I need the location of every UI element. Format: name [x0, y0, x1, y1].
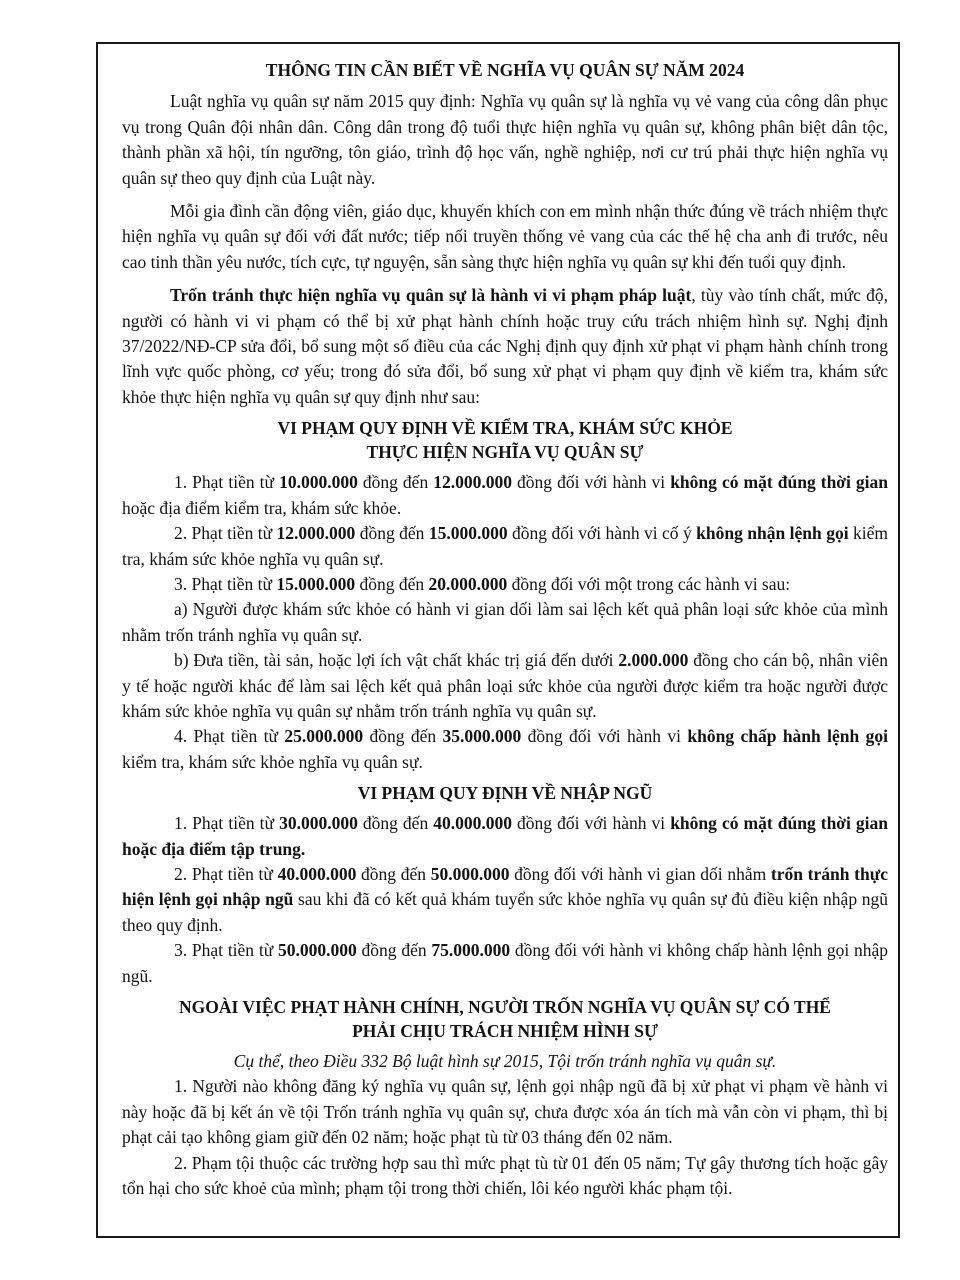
section-3-item-2: 2. Phạm tội thuộc các trường hợp sau thì mức phạt tù từ 01 đến 05 năm; Tự gây thương tích hoặc gây tổn hại cho sức khoẻ của mình; phạm tội trong thời chiến, lôi kéo người khác phạm tội. [122, 1152, 888, 1199]
amount: 30.000.000 [279, 813, 358, 834]
text: đồng đối với hành vi [512, 813, 671, 834]
section-3-item-1: 1. Người nào không đăng ký nghĩa vụ quân sự, lệnh gọi nhập ngũ đã bị xử phạt vi phạm về hành vi này hoặc đã bị kết án về tội Trốn tránh nghĩa vụ quân sự, chưa được xóa án tích mà vẫn còn vi phạm, thì bị phạt cải tạo không giam giữ đến 02 năm; hoặc phạt tù từ 03 tháng đến 02 năm. [122, 1076, 888, 1148]
section-3-heading-line-1: NGOÀI VIỆC PHẠT HÀNH CHÍNH, NGƯỜI TRỐN NGHĨA VỤ QUÂN SỰ CÓ THỂ [179, 997, 831, 1017]
text: kiểm tra, khám sức khỏe nghĩa vụ quân sự. [122, 751, 423, 772]
emphasis: không nhận lệnh gọi [696, 523, 849, 544]
amount: 50.000.000 [430, 863, 510, 884]
intro-paragraph-3-emphasis: Trốn tránh thực hiện nghĩa vụ quân sự là hành vi vi phạm pháp luật [170, 285, 692, 306]
amount: 10.000.000 [279, 472, 358, 493]
section-2-item-1 [122, 811, 888, 862]
section-2-item-3 [122, 938, 888, 989]
amount: 2.000.000 [618, 650, 689, 671]
amount: 25.000.000 [284, 726, 364, 747]
text: b) Đưa tiền, tài sản, hoặc lợi ích vật chất khác trị giá đến dưới [174, 650, 619, 671]
intro-paragraph-3 [122, 283, 888, 410]
section-1-heading-line-2: THỰC HIỆN NGHĨA VỤ QUÂN SỰ [366, 442, 644, 463]
text: đồng đến [363, 726, 443, 747]
text: đồng đối với hành vi cố ý [507, 523, 697, 544]
text: đồng đến [357, 813, 434, 834]
section-1-item-2 [122, 521, 888, 572]
amount: 12.000.000 [433, 472, 512, 493]
text: đồng đối với một trong các hành vi sau: [507, 573, 791, 594]
section-1-item-3 [122, 572, 888, 597]
text: đồng cho cán bộ, nhân viên y tế hoặc người khác để làm sai lệch kết quả phân loại sức khỏe của người được kiểm tra hoặc người được khám sức khỏe nghĩa vụ quân sự nhằm trốn tránh nghĩa vụ quân sự. [122, 650, 889, 721]
section-2-heading: VI PHẠM QUY ĐỊNH VỀ NHẬP NGŨ [357, 783, 653, 804]
text: sau khi đã có kết quả khám tuyển sức khỏe nghĩa vụ quân sự đủ điều kiện nhập ngũ theo quy định. [122, 889, 888, 935]
text: 1. Phạt tiền từ [174, 813, 280, 834]
intro-paragraph-2: Mỗi gia đình cần động viên, giáo dục, khuyến khích con em mình nhận thức đúng về trách nhiệm thực hiện nghĩa vụ quân sự đối với đất nước; tiếp nối truyền thống vẻ vang của các thế hệ cha anh đi trước, nêu cao tinh thần yêu nước, tích cực, tự nguyện, sẵn sàng thực hiện nghĩa vụ quân sự khi đến tuổi quy định. [122, 201, 888, 272]
text: đồng đến [356, 863, 431, 884]
text: 2. Phạt tiền từ [174, 523, 277, 544]
amount: 12.000.000 [276, 523, 356, 544]
amount: 50.000.000 [278, 940, 357, 961]
emphasis: không có mặt đúng thời gian hoặc địa điểm tập trung. [122, 813, 889, 859]
amount: 15.000.000 [428, 523, 508, 544]
section-1-heading-line-1: VI PHẠM QUY ĐỊNH VỀ KIỂM TRA, KHÁM SỨC KHỎE [277, 418, 733, 439]
document-body [122, 56, 888, 1201]
amount: 15.000.000 [276, 573, 356, 594]
section-1-item-4 [122, 724, 888, 775]
amount: 75.000.000 [431, 940, 511, 961]
emphasis: không có mặt đúng thời gian [670, 472, 889, 493]
intro-paragraph-1: Luật nghĩa vụ quân sự năm 2015 quy định: Nghĩa vụ quân sự là nghĩa vụ vẻ vang của công dân phục vụ trong Quân đội nhân dân. Công dân trong độ tuổi thực hiện nghĩa vụ quân sự, không phân biệt dân tộc, thành phần xã hội, tín ngưỡng, tôn giáo, trình độ học vấn, nghề nghiệp, nơi cư trú phải thực hiện nghĩa vụ quân sự theo quy định của Luật này. [122, 91, 888, 188]
emphasis: trốn tránh thực hiện lệnh gọi nhập ngũ [122, 863, 888, 910]
section-1-item-3b [122, 648, 888, 724]
text: đồng đối với hành vi không chấp hành lệnh gọi nhập ngũ. [122, 940, 888, 986]
amount: 40.000.000 [433, 813, 512, 834]
text: kiểm tra, khám sức khỏe nghĩa vụ quân sự. [122, 523, 888, 569]
text: đồng đối với hành vi [521, 726, 688, 747]
section-2-item-2 [122, 862, 888, 938]
text: đồng đến [357, 472, 434, 493]
section-3-subtitle: Cụ thể, theo Điều 332 Bộ luật hình sự 2015, Tội trốn tránh nghĩa vụ quân sự. [233, 1051, 777, 1071]
text: hoặc địa điểm kiểm tra, khám sức khỏe. [122, 497, 402, 518]
text: đồng đối với hành vi gian dối nhằm [509, 863, 771, 884]
text: 2. Phạt tiền từ [174, 863, 278, 884]
text: 3. Phạt tiền từ [174, 940, 278, 961]
document-title: THÔNG TIN CẦN BIẾT VỀ NGHĨA VỤ QUÂN SỰ NĂM 2024 [265, 60, 745, 80]
emphasis: không chấp hành lệnh gọi [687, 726, 888, 747]
text: 1. Phạt tiền từ [174, 472, 280, 493]
text: đồng đến [355, 573, 429, 594]
text: 3. Phạt tiền từ [174, 573, 277, 594]
section-3-heading [122, 995, 888, 1043]
amount: 35.000.000 [442, 726, 522, 747]
text: đồng đến [355, 523, 429, 544]
section-1-heading [122, 416, 888, 464]
section-1-item-1 [122, 470, 888, 521]
text: 4. Phạt tiền từ [174, 726, 285, 747]
intro-paragraph-3-text: , tùy vào tính chất, mức độ, người có hành vi vi phạm có thể bị xử phạt hành chính hoặc truy cứu trách nhiệm hình sự. Nghị định 37/2022/NĐ-CP sửa đổi, bổ sung một số điều của các Nghị định quy định xử phạt vi phạm hành chính trong lĩnh vực quốc phòng, cơ yếu; trong đó sửa đổi, bổ sung xử phạt vi phạm quy định về kiểm tra, khám sức khỏe thực hiện nghĩa vụ quân sự quy định như sau: [122, 285, 888, 407]
section-3-heading-line-2: PHẢI CHỊU TRÁCH NHIỆM HÌNH SỰ [352, 1021, 658, 1041]
text: đồng đối với hành vi [512, 472, 671, 493]
amount: 40.000.000 [277, 863, 357, 884]
section-1-item-3a: a) Người được khám sức khỏe có hành vi gian dối làm sai lệch kết quả phân loại sức khỏe của mình nhằm trốn tránh nghĩa vụ quân sự. [122, 599, 888, 645]
amount: 20.000.000 [428, 573, 508, 594]
text: đồng đến [356, 940, 432, 961]
